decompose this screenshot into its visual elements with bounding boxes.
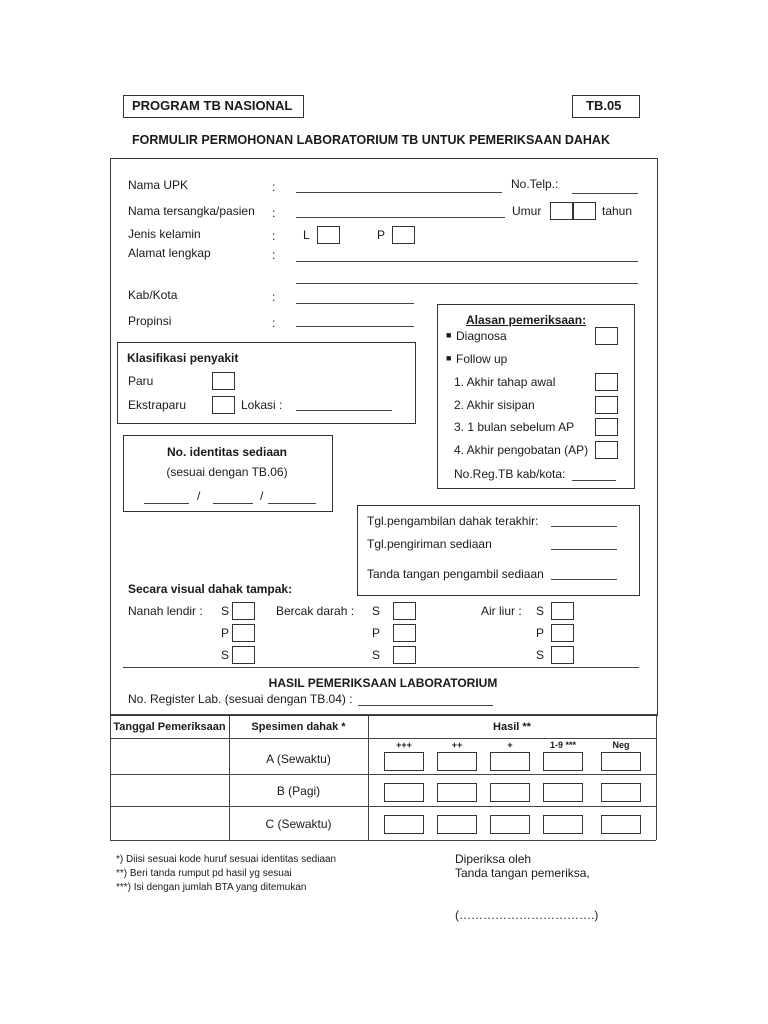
gender-p-label: P	[377, 228, 386, 242]
akhir-sisipan-checkbox[interactable]	[595, 396, 618, 414]
noreg-tb-field[interactable]	[572, 480, 616, 481]
paru-label: Paru	[128, 374, 154, 388]
air-s2-checkbox[interactable]	[551, 646, 574, 664]
result-c-1plus[interactable]	[490, 815, 530, 834]
identitas-title: No. identitas sediaan	[166, 445, 288, 459]
hasil-noreg-field[interactable]	[358, 705, 493, 706]
result-a-neg[interactable]	[601, 752, 641, 771]
nanah-s2-label: S	[221, 648, 230, 662]
nama-upk-field[interactable]	[296, 192, 502, 193]
jenis-kelamin-label: Jenis kelamin	[128, 227, 201, 241]
colon: :	[272, 206, 276, 220]
ekstraparu-checkbox[interactable]	[212, 396, 235, 414]
air-s-checkbox[interactable]	[551, 602, 574, 620]
bercak-s2-label: S	[372, 648, 381, 662]
result-a-3plus[interactable]	[384, 752, 424, 771]
footnote-1: *) Diisi sesuai kode huruf sesuai identitas sediaan	[116, 854, 337, 865]
program-label: PROGRAM TB NASIONAL	[132, 98, 293, 113]
identitas-sep: /	[260, 489, 264, 503]
grade-label: +++	[396, 740, 412, 750]
ttd-pemeriksa-label: Tanda tangan pemeriksa,	[455, 866, 590, 880]
tgl-ambil-field[interactable]	[551, 526, 617, 527]
tahun-label: tahun	[602, 204, 633, 218]
gender-p-checkbox[interactable]	[392, 226, 415, 244]
tgl-ambil-label: Tgl.pengambilan dahak terakhir:	[367, 514, 539, 528]
colon: :	[272, 180, 276, 194]
result-c-2plus[interactable]	[437, 815, 477, 834]
kab-kota-label: Kab/Kota	[128, 288, 178, 302]
no-telp-label: No.Telp.:	[511, 177, 559, 191]
air-s2-label: S	[536, 648, 545, 662]
identitas-subtitle: (sesuai dengan TB.06)	[166, 465, 288, 479]
ttd-pengambil-field[interactable]	[551, 579, 617, 580]
table-line	[656, 714, 657, 840]
umur-box-1[interactable]	[550, 202, 573, 220]
spesimen-row-b: B (Pagi)	[276, 784, 321, 798]
result-a-2plus[interactable]	[437, 752, 477, 771]
gender-l-label: L	[303, 228, 310, 242]
tgl-kirim-label: Tgl.pengiriman sediaan	[367, 537, 492, 551]
grade-label: +	[507, 740, 513, 750]
grade-label: Neg	[612, 740, 630, 750]
akhir-tahap-awal-label: 1. Akhir tahap awal	[454, 375, 556, 389]
result-b-1to9[interactable]	[543, 783, 583, 802]
lokasi-field[interactable]	[296, 410, 392, 411]
table-line	[110, 840, 656, 841]
pemeriksa-name-field[interactable]: (…………………………….)	[455, 908, 599, 922]
result-c-3plus[interactable]	[384, 815, 424, 834]
nanah-s2-checkbox[interactable]	[232, 646, 255, 664]
col-tanggal-header: Tanggal Pemeriksaan	[113, 721, 226, 733]
spesimen-row-a: A (Sewaktu)	[266, 752, 331, 766]
identitas-field-3[interactable]	[268, 503, 316, 504]
colon: :	[272, 229, 276, 243]
paru-checkbox[interactable]	[212, 372, 235, 390]
identitas-field-1[interactable]	[144, 503, 189, 504]
nanah-label: Nanah lendir :	[128, 604, 203, 618]
bercak-p-label: P	[372, 626, 381, 640]
ttd-pengambil-label: Tanda tangan pengambil sediaan	[367, 567, 544, 581]
nanah-p-label: P	[221, 626, 230, 640]
result-b-3plus[interactable]	[384, 783, 424, 802]
hasil-title: HASIL PEMERIKSAAN LABORATORIUM	[268, 676, 498, 690]
diperiksa-label: Diperiksa oleh	[455, 852, 532, 866]
satu-bulan-checkbox[interactable]	[595, 418, 618, 436]
nama-upk-label: Nama UPK	[128, 178, 189, 192]
akhir-tahap-awal-checkbox[interactable]	[595, 373, 618, 391]
nanah-s-checkbox[interactable]	[232, 602, 255, 620]
bercak-label: Bercak darah :	[276, 604, 355, 618]
alamat-label: Alamat lengkap	[128, 246, 211, 260]
table-line	[110, 806, 656, 807]
bullet: ■	[446, 330, 452, 340]
nama-tersangka-label: Nama tersangka/pasien	[128, 204, 255, 218]
table-line	[110, 714, 656, 715]
diagnosa-checkbox[interactable]	[595, 327, 618, 345]
gender-l-checkbox[interactable]	[317, 226, 340, 244]
hasil-noreg-label: No. Register Lab. (sesuai dengan TB.04) :	[128, 692, 353, 706]
result-b-neg[interactable]	[601, 783, 641, 802]
kab-kota-field[interactable]	[296, 303, 414, 304]
bercak-s-checkbox[interactable]	[393, 602, 416, 620]
diagnosa-label: Diagnosa	[456, 329, 507, 343]
air-p-checkbox[interactable]	[551, 624, 574, 642]
identitas-sep: /	[197, 489, 201, 503]
ekstraparu-label: Ekstraparu	[128, 398, 187, 412]
tgl-kirim-field[interactable]	[551, 549, 617, 550]
umur-label: Umur	[512, 204, 542, 218]
bercak-p-checkbox[interactable]	[393, 624, 416, 642]
section-divider	[123, 667, 639, 668]
result-c-1to9[interactable]	[543, 815, 583, 834]
form-title: FORMULIR PERMOHONAN LABORATORIUM TB UNTUK PEMERIKSAAN DAHAK	[132, 133, 610, 147]
akhir-pengobatan-checkbox[interactable]	[595, 441, 618, 459]
result-b-2plus[interactable]	[437, 783, 477, 802]
bercak-s2-checkbox[interactable]	[393, 646, 416, 664]
alasan-title: Alasan pemeriksaan:	[466, 313, 587, 327]
noreg-tb-label: No.Reg.TB kab/kota:	[454, 467, 566, 481]
nama-tersangka-field[interactable]	[296, 217, 505, 218]
col-spesimen-header: Spesimen dahak *	[251, 721, 346, 733]
air-p-label: P	[536, 626, 545, 640]
bullet: ■	[446, 353, 452, 363]
colon: :	[272, 290, 276, 304]
result-a-1plus[interactable]	[490, 752, 530, 771]
form-code: TB.05	[586, 98, 622, 113]
footnote-2: **) Beri tanda rumput pd hasil yg sesuai	[116, 868, 292, 879]
result-a-1to9[interactable]	[543, 752, 583, 771]
table-line	[110, 738, 656, 739]
grade-label: 1-9 ***	[549, 740, 576, 750]
propinsi-field[interactable]	[296, 326, 414, 327]
lokasi-label: Lokasi :	[241, 398, 283, 412]
propinsi-label: Propinsi	[128, 314, 172, 328]
akhir-pengobatan-label: 4. Akhir pengobatan (AP)	[454, 443, 589, 457]
bercak-s-label: S	[372, 604, 381, 618]
air-s-label: S	[536, 604, 545, 618]
nanah-p-checkbox[interactable]	[232, 624, 255, 642]
table-line	[110, 774, 656, 775]
umur-box-2[interactable]	[573, 202, 596, 220]
air-liur-label: Air liur :	[481, 604, 522, 618]
no-telp-field[interactable]	[572, 193, 638, 194]
spesimen-row-c: C (Sewaktu)	[265, 817, 332, 831]
colon: :	[272, 316, 276, 330]
grade-label: ++	[451, 740, 463, 750]
alamat-field-line-1[interactable]	[296, 261, 638, 262]
footnote-3: ***) Isi dengan jumlah BTA yang ditemukan	[116, 882, 307, 893]
visual-title: Secara visual dahak tampak:	[128, 582, 293, 596]
identitas-field-2[interactable]	[213, 503, 253, 504]
alamat-field-line-2[interactable]	[296, 283, 638, 284]
result-b-1plus[interactable]	[490, 783, 530, 802]
nanah-s-label: S	[221, 604, 230, 618]
colon: :	[272, 248, 276, 262]
satu-bulan-label: 3. 1 bulan sebelum AP	[454, 420, 575, 434]
akhir-sisipan-label: 2. Akhir sisipan	[454, 398, 535, 412]
follow-up-label: Follow up	[456, 352, 508, 366]
klasifikasi-title: Klasifikasi penyakit	[127, 351, 239, 365]
result-c-neg[interactable]	[601, 815, 641, 834]
col-hasil-header: Hasil **	[493, 721, 531, 733]
